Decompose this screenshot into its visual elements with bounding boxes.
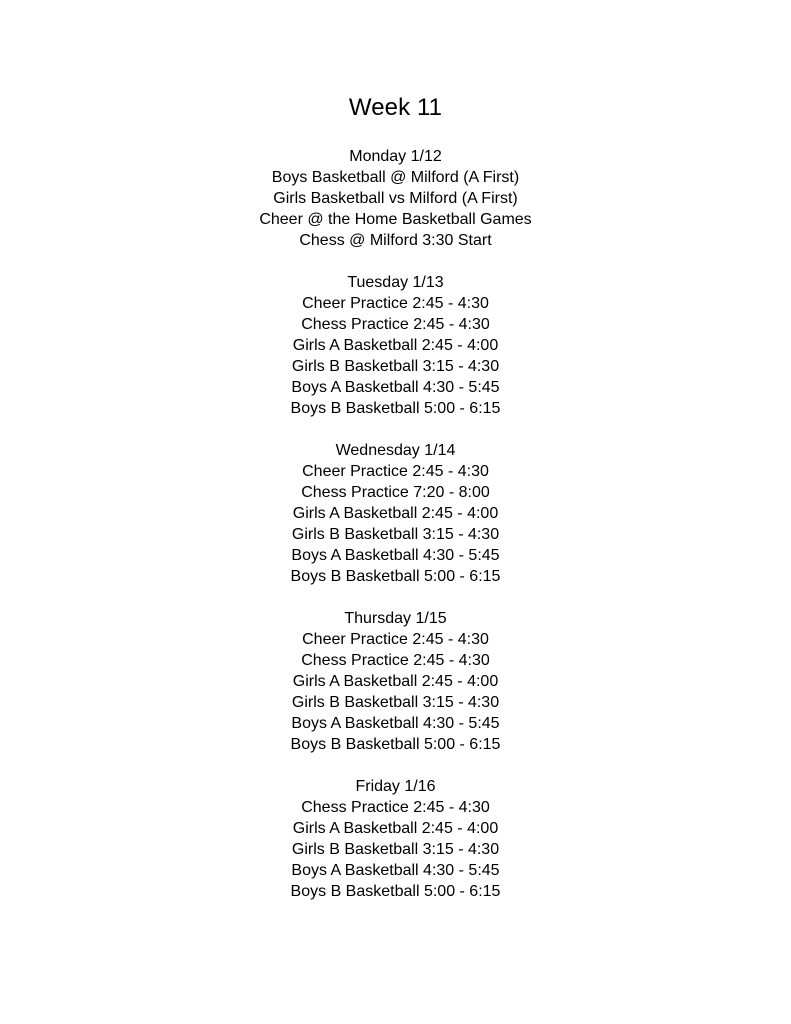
- day-block: [0, 272, 791, 419]
- event-item: Boys B Basketball 5:00 - 6:15: [290, 883, 501, 900]
- event-item: Girls A Basketball 2:45 - 4:00: [292, 505, 499, 522]
- day-heading: Monday 1/12: [349, 148, 442, 165]
- event-item: Cheer Practice 2:45 - 4:30: [302, 295, 489, 312]
- weekly-schedule: [0, 146, 791, 902]
- event-item: Boys B Basketball 5:00 - 6:15: [290, 736, 501, 753]
- event-list: [0, 293, 791, 419]
- day-block: [0, 776, 791, 902]
- event-item: Chess Practice 7:20 - 8:00: [301, 484, 490, 501]
- event-item: Boys Basketball @ Milford (A First): [271, 169, 520, 186]
- event-item: Boys A Basketball 4:30 - 5:45: [291, 379, 500, 396]
- event-item: Girls B Basketball 3:15 - 4:30: [291, 841, 500, 858]
- event-item: Cheer Practice 2:45 - 4:30: [302, 631, 489, 648]
- day-heading: Wednesday 1/14: [335, 442, 456, 459]
- day-block: [0, 608, 791, 755]
- event-item: Boys A Basketball 4:30 - 5:45: [291, 715, 500, 732]
- day-heading: Friday 1/16: [355, 778, 436, 795]
- event-list: [0, 461, 791, 587]
- day-heading: Tuesday 1/13: [347, 274, 444, 291]
- event-item: Girls Basketball vs Milford (A First): [273, 190, 518, 207]
- event-item: Girls A Basketball 2:45 - 4:00: [292, 337, 499, 354]
- page-title: Week 11: [348, 94, 443, 121]
- event-item: Chess Practice 2:45 - 4:30: [301, 316, 490, 333]
- event-item: Boys A Basketball 4:30 - 5:45: [291, 862, 500, 879]
- event-item: Cheer Practice 2:45 - 4:30: [302, 463, 489, 480]
- event-item: Girls B Basketball 3:15 - 4:30: [291, 694, 500, 711]
- event-item: Girls B Basketball 3:15 - 4:30: [291, 526, 500, 543]
- event-item: Boys B Basketball 5:00 - 6:15: [290, 568, 501, 585]
- event-item: Girls A Basketball 2:45 - 4:00: [292, 673, 499, 690]
- event-item: Boys A Basketball 4:30 - 5:45: [291, 547, 500, 564]
- event-item: Chess Practice 2:45 - 4:30: [301, 652, 490, 669]
- day-block: [0, 440, 791, 587]
- day-block: [0, 146, 791, 251]
- event-item: Chess Practice 2:45 - 4:30: [301, 799, 490, 816]
- event-list: [0, 629, 791, 755]
- event-list: [0, 167, 791, 251]
- event-item: Girls A Basketball 2:45 - 4:00: [292, 820, 499, 837]
- event-item: Cheer @ the Home Basketball Games: [259, 211, 532, 228]
- event-item: Chess @ Milford 3:30 Start: [299, 232, 492, 249]
- event-item: Girls B Basketball 3:15 - 4:30: [291, 358, 500, 375]
- event-list: [0, 797, 791, 902]
- event-item: Boys B Basketball 5:00 - 6:15: [290, 400, 501, 417]
- day-heading: Thursday 1/15: [344, 610, 447, 627]
